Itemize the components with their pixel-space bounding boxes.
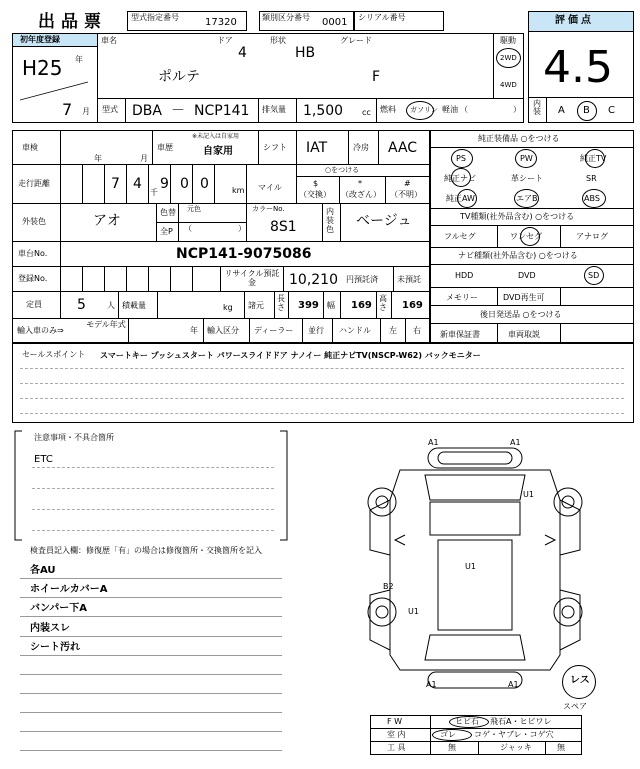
fuel-gasoline: ガソリン — [410, 106, 438, 114]
tv-fullseg: フルセグ — [444, 232, 476, 241]
first-reg-label: 初年度登録 — [20, 35, 60, 44]
light-oil-label: 軽油 — [442, 105, 458, 114]
color-no-label: カラーNo. — [252, 205, 285, 213]
length-label: 長さ — [277, 294, 285, 312]
inspector-label: 検査員記入欄：修復歴「有」の場合は修復箇所・交換箇所を記入 — [30, 546, 262, 555]
equip-airbag: エアB — [516, 194, 538, 203]
category-code-label: 類別区分番号 — [262, 13, 310, 22]
tv-oneseg-circle — [520, 227, 540, 246]
inspector-line-5: シート汚れ — [30, 642, 80, 653]
km-unit: km — [232, 186, 245, 195]
equip-abs: ABS — [584, 194, 600, 203]
equip-pw-circle — [515, 149, 537, 168]
equip-airbag-circle — [514, 189, 539, 208]
equip-navi: 純正ナビ — [444, 174, 476, 183]
score-value: 4.5 — [543, 42, 613, 93]
exterior-color: アオ — [93, 213, 121, 229]
length: 399 — [298, 300, 319, 311]
usage-label: 車歴 — [157, 143, 173, 152]
recycle-label: リサイクル預託金 — [224, 269, 280, 288]
thousand-unit: 千 — [150, 188, 158, 197]
type-prefix: DBA — [132, 103, 162, 119]
dealer-option: ディーラー — [254, 326, 294, 335]
height: 169 — [402, 300, 423, 311]
car-name-label: 車名 — [101, 36, 117, 45]
grade-label: グレード — [340, 36, 372, 45]
damage-mark-rear-left: U1 — [408, 607, 419, 616]
model-year-label: モデル年式 — [86, 320, 126, 329]
paren-close: ） — [513, 105, 521, 114]
equip-leather: 革シート — [511, 174, 543, 183]
displacement-label: 排気量 — [262, 105, 286, 114]
month-unit: 月 — [82, 107, 90, 116]
dims-label: 諸元 — [248, 301, 264, 310]
navi-dvd-play: DVD再生可 — [503, 293, 545, 302]
vehicle-detail-table — [12, 130, 430, 343]
type-label: 型式 — [102, 105, 118, 114]
drive-label: 駆動 — [500, 36, 516, 45]
navi-hdd: HDD — [455, 271, 474, 280]
parallel-option: 並行 — [308, 326, 324, 335]
door-label: ドア — [217, 36, 233, 45]
tools-label: 工 具 — [387, 743, 406, 752]
mileage-opt3: # — [404, 179, 411, 188]
damage-mark-right-front: U1 — [523, 490, 534, 499]
category-code: 0001 — [322, 17, 348, 28]
tv-analog: アナログ — [576, 232, 608, 241]
car-name: ポルテ — [158, 69, 200, 85]
original-color-label: 元色 — [187, 205, 201, 213]
equip-ps-circle — [451, 149, 473, 168]
registration-label: 登録No. — [18, 274, 48, 283]
fuel-label: 燃料 — [380, 105, 396, 114]
year-unit: 年 — [75, 55, 83, 64]
interior-options: コゲ・ヤブレ・コゲ穴 — [474, 730, 554, 739]
tv-oneseg: ワンセグ — [510, 232, 542, 241]
drive-circle — [496, 48, 521, 68]
jack-label: ジャッキ — [500, 743, 532, 752]
mileage-opt1: $ — [313, 179, 319, 188]
handle-right: 右 — [413, 326, 421, 335]
usage-note: ※未記入は自家用 — [192, 133, 240, 140]
spare-status: レス — [570, 675, 590, 686]
kg-unit: kg — [223, 303, 233, 312]
shape-label: 形状 — [270, 36, 286, 45]
exterior-label: 外装色 — [22, 217, 46, 226]
mileage-circle-note: ○をつける — [325, 166, 360, 174]
equip-aw-circle — [457, 189, 477, 208]
grade-b: B — [583, 105, 590, 116]
paren-open: （ — [460, 105, 468, 114]
mile-label: マイル — [258, 183, 282, 192]
fw-options: 飛石A・ヒビワレ — [490, 717, 552, 726]
page-title: 出品票 — [38, 12, 107, 32]
person-unit: 人 — [107, 301, 115, 310]
mileage-digit-5: 0 — [200, 176, 209, 192]
navi-dvd: DVD — [518, 271, 536, 280]
interior-circle — [432, 729, 472, 741]
equip-tv-circle — [585, 149, 605, 168]
interior-grade-label: 内装 — [533, 99, 541, 116]
model-year-unit: 年 — [190, 326, 198, 335]
grade-a: A — [558, 105, 565, 116]
type-dash: － — [171, 103, 185, 119]
chassis-number: NCP141-9075086 — [176, 246, 312, 262]
drive-2wd: 2WD — [500, 54, 517, 62]
damage-mark-rear-bumper-left: A1 — [426, 680, 437, 689]
interior-condition-value: ゴレ — [440, 730, 456, 739]
inspection-year-unit: 年 — [94, 154, 102, 163]
damage-mark-roof: U1 — [465, 562, 476, 571]
inspector-line-1: 各AU — [30, 565, 56, 576]
fw-value: ヒビ石 — [455, 717, 479, 726]
mileage-digit-1: 7 — [111, 176, 120, 192]
width: 169 — [351, 300, 372, 311]
damage-mark-front-right: A1 — [510, 438, 521, 447]
notes-text: ETC — [34, 454, 53, 465]
import-label: 輸入車のみ⇒ — [17, 326, 64, 335]
inspector-line-3: バンパー下A — [30, 603, 88, 614]
interior-color: ベージュ — [356, 213, 412, 229]
score-label: 評価点 — [555, 15, 594, 26]
handle-left: 左 — [389, 326, 397, 335]
shift-label: シフト — [263, 143, 287, 152]
equip-aw: 純正AW — [446, 194, 475, 203]
grade-circle — [577, 101, 597, 121]
capacity-label: 定員 — [26, 300, 42, 309]
shift: IAT — [306, 140, 328, 156]
load-label: 積載量 — [122, 301, 146, 310]
cc-unit: cc — [362, 108, 371, 117]
sales-point-label: セールスポイント — [22, 350, 86, 359]
recycle-status: 未預託 — [397, 275, 421, 284]
inspector-line-4: 内装スレ — [30, 623, 70, 634]
inspection-month-unit: 月 — [140, 154, 148, 163]
ac-label: 冷房 — [353, 143, 369, 152]
inspector-line-2: ホイールカバーA — [30, 584, 108, 595]
mileage-digit-4: 0 — [180, 176, 189, 192]
model-code: 17320 — [205, 17, 237, 28]
navi-title: ナビ種類(社外品含む) ○をつける — [458, 251, 578, 260]
mileage-opt1-sub: （交換） — [299, 190, 331, 199]
grade: F — [372, 69, 381, 85]
usage: 自家用 — [203, 146, 233, 157]
import-type-label: 輸入区分 — [207, 326, 239, 335]
navi-sd-circle — [584, 266, 604, 285]
color-no: 8S1 — [270, 219, 297, 235]
mileage-opt2: * — [358, 179, 362, 188]
mileage-opt2-sub: （改ざん） — [341, 190, 381, 199]
displacement: 1,500 — [303, 103, 344, 119]
damage-mark-left-rear: B2 — [383, 582, 394, 591]
recycle-amount: 10,210 — [289, 272, 338, 288]
door-count: 4 — [238, 45, 247, 61]
repaint-label: 色替 — [160, 208, 176, 217]
later-manual: 車両取説 — [508, 330, 540, 339]
equipment-title: 純正装備品 ○をつける — [478, 134, 560, 143]
ac: AAC — [388, 140, 418, 156]
later-title: 後日発送品 ○をつける — [480, 310, 562, 319]
diagonal-line — [20, 80, 90, 102]
navi-memory: メモリー — [446, 293, 478, 302]
equip-abs-circle — [582, 189, 606, 208]
damage-mark-rear-bumper-right: A1 — [508, 680, 519, 689]
paren-close-2: ） — [238, 224, 246, 233]
sales-point-text: スマートキー プッシュスタート パワースライドドア ナノイー 純正ナビTV(NSCP-W62) バックモニター — [100, 351, 481, 360]
model-code-label: 型式指定番号 — [131, 13, 179, 22]
equip-ps: PS — [456, 154, 466, 163]
interior-condition-label: 室 内 — [387, 730, 406, 739]
fw-label: F W — [387, 717, 403, 726]
fw-circle — [449, 716, 489, 728]
reg-year: H25 — [22, 56, 63, 80]
damage-mark-front-left: A1 — [428, 438, 439, 447]
jack-none: 無 — [557, 743, 565, 752]
tools-none: 無 — [448, 743, 456, 752]
tv-title: TV種類(社外品含む) ○をつける — [460, 212, 575, 221]
notes-bracket — [14, 430, 289, 542]
equip-navi-circle — [451, 168, 471, 187]
spare-label: スペア — [563, 702, 587, 711]
notes-label: 注意事項・不具合箇所 — [34, 433, 114, 442]
chassis-label: 車台No. — [18, 249, 48, 258]
mileage-digit-2: 4 — [133, 176, 142, 192]
drive-4wd: 4WD — [500, 81, 517, 89]
interior-color-label: 内装色 — [326, 207, 334, 235]
inspection-label: 車検 — [22, 143, 38, 152]
height-label: 高さ — [379, 294, 387, 312]
capacity: 5 — [77, 297, 86, 313]
serial-label: シリアル番号 — [358, 13, 406, 22]
later-warranty: 新車保証書 — [440, 330, 480, 339]
full-paint-label: 全P — [160, 227, 173, 236]
navi-sd: SD — [588, 271, 600, 280]
handle-label: ハンドル — [339, 326, 371, 335]
paren-open-2: （ — [184, 224, 192, 233]
recycle-unit: 円預託済 — [346, 275, 378, 284]
equip-tv: 純正TV — [580, 154, 607, 163]
equip-sr: SR — [586, 174, 597, 183]
equip-pw: PW — [520, 154, 533, 163]
grade-c: C — [608, 105, 615, 116]
width-label: 幅 — [327, 301, 335, 310]
fuel-circle — [406, 101, 434, 120]
mileage-opt3-sub: （不明） — [390, 190, 422, 199]
reg-month: 7 — [62, 100, 73, 119]
shape: HB — [295, 45, 316, 61]
mileage-label: 走行距離 — [18, 179, 50, 188]
mileage-digit-3: 9 — [160, 176, 169, 192]
type-model: NCP141 — [194, 103, 250, 119]
